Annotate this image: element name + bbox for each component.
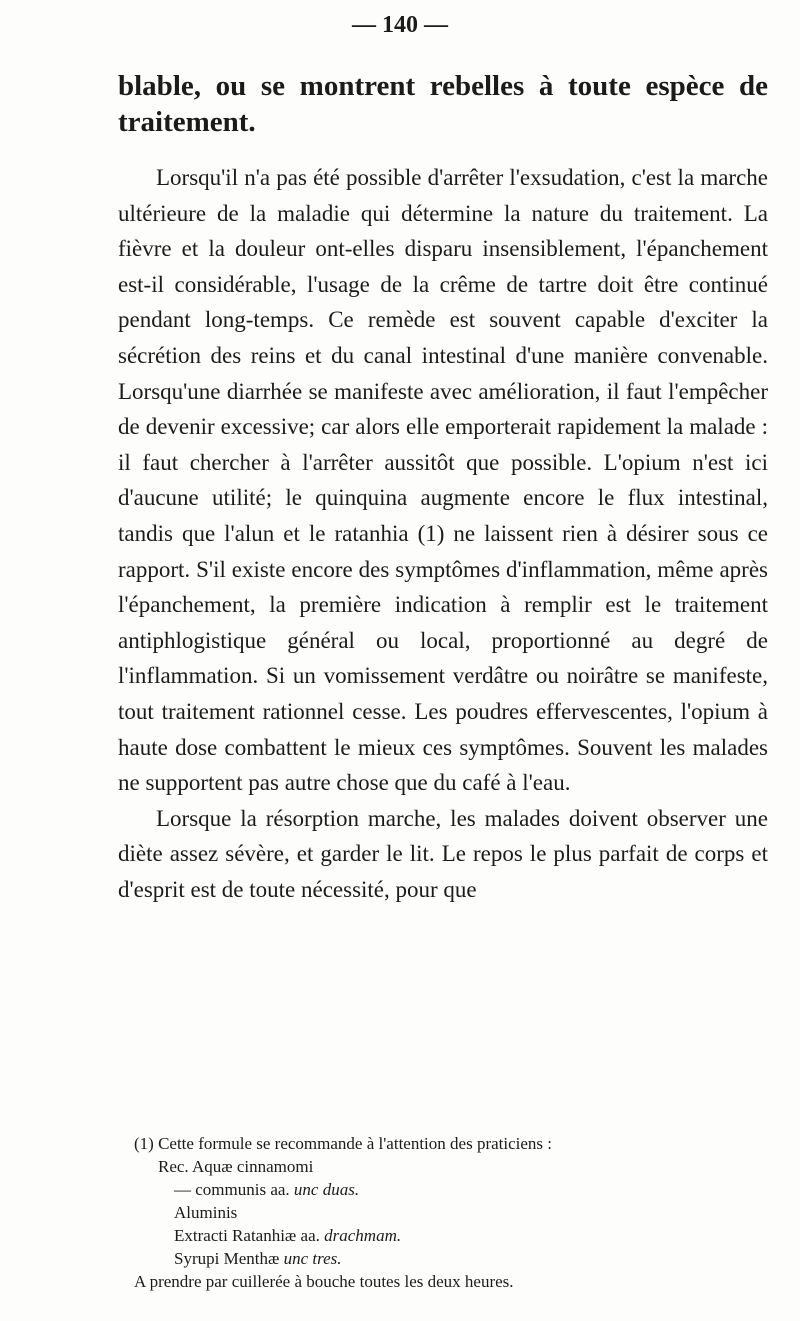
footnote-line-5-text: Syrupi Menthæ <box>174 1249 284 1268</box>
footnote-line-2 <box>118 1178 768 1201</box>
footnote-line-4-dose: drachmam. <box>324 1226 402 1245</box>
paragraph-2: Lorsque la résorption marche, les malades doivent observer une diète assez sévère, et garder le lit. Le repos le plus parfait de corps et d'esprit est de toute nécessité, pour que <box>118 805 768 902</box>
footnote-intro: (1) Cette formule se recommande à l'attention des praticiens : <box>134 1134 552 1153</box>
footnote <box>118 1132 768 1293</box>
footnote-line-4-text: Extracti Ratanhiæ aa. <box>174 1226 325 1245</box>
footnote-instruction: A prendre par cuillerée à bouche toutes les deux heures. <box>134 1272 514 1291</box>
footnote-line-2-text: — communis aa. <box>174 1180 294 1199</box>
footnote-line-3: Aluminis <box>174 1203 238 1222</box>
footnote-line-4 <box>118 1224 768 1247</box>
footnote-line-2-dose: unc duas. <box>293 1180 360 1199</box>
footnote-line-5 <box>118 1247 768 1270</box>
paragraph-1: Lorsqu'il n'a pas été possible d'arrêter l'exsudation, c'est la marche ultérieure de la maladie qui détermine la nature du traitement. La fièvre et la douleur ont-elles disparu insensiblement, l'épanchement est-il considérable, l'usage de la crême de tartre doit être continué pendant long-temps. Ce remède est souvent capable d'exciter la sécrétion des reins et du canal intestinal d'une manière convenable. Lorsqu'une diarrhée se manifeste avec amélioration, il faut l'empêcher de devenir excessive; car alors elle emporterait rapidement la malade : il faut chercher à l'arrêter aussitôt que possible. L'opium n'est ici d'aucune utilité; le quinquina augmente encore le flux intestinal, tandis que l'alun et le ratanhia (1) ne laissent rien à désirer sous ce rapport. S'il existe encore des symptômes d'inflammation, même après l'épanchement, la première indication à remplir est le traitement antiphlogistique général ou local, proportionné au degré de l'inflammation. Si un vomissement verdâtre ou noirâtre se manifeste, tout traitement rationnel cesse. Les poudres effervescentes, l'opium à haute dose combattent le mieux ces symptômes. Souvent les malades ne supportent pas autre chose que du café à l'eau. <box>118 165 768 796</box>
footnote-line-1: Rec. Aquæ cinnamomi <box>158 1157 314 1176</box>
page-number: — 140 — <box>352 12 448 38</box>
body-text <box>118 68 768 907</box>
continuation-line: blable, ou se montrent rebelles à toute espèce de traitement. <box>118 70 768 138</box>
footnote-line-5-dose: unc tres. <box>283 1249 342 1268</box>
